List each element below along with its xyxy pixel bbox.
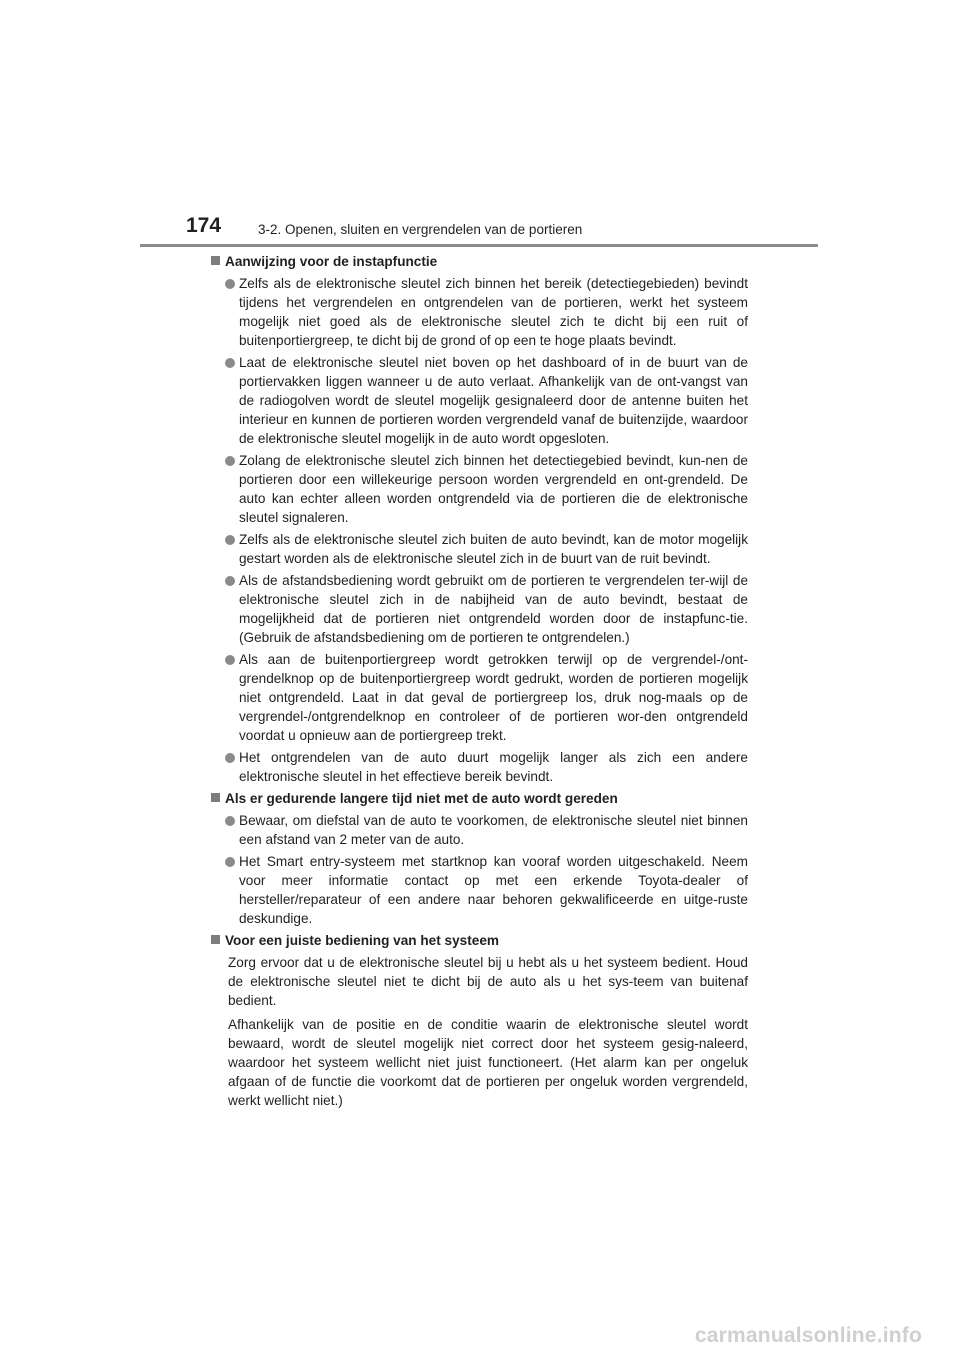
circle-bullet-icon [225, 816, 235, 826]
section-heading: Aanwijzing voor de instapfunctie [210, 252, 748, 271]
square-bullet-icon [211, 935, 220, 944]
paragraph: Afhankelijk van de positie en de conditie waarin de elektronische sleutel wordt bewaard, wordt de sleutel mogelijk niet correct door het systeem gesig-naleerd, waardoor het systeem wellicht niet juist functioneert. (Het alarm kan per ongeluk afgaan of de functie die voorkomt dat de portieren per ongeluk worden vergrendeld, werkt wellicht niet.) [228, 1017, 748, 1108]
circle-bullet-icon [225, 535, 235, 545]
circle-bullet-icon [225, 358, 235, 368]
header-divider [140, 244, 818, 247]
page-number: 174 [186, 214, 222, 237]
bullet-item: Zolang de elektronische sleutel zich binnen het detectiegebied bevindt, kun-nen de portieren door een willekeurige persoon worden vergrendeld en ont-grendeld. De auto kan echter alleen worden ontgrendeld via de portieren die de elektronische sleutel signaleren. [210, 451, 748, 527]
section-heading: Als er gedurende langere tijd niet met de auto wordt gereden [210, 789, 748, 808]
bullet-item: Als aan de buitenportiergreep wordt getrokken terwijl op de vergrendel-/ont-grendelknop op de buitenportiergreep wordt gedrukt, worden de portieren mogelijk niet ontgrendeld. Laat in dat geval de portiergreep los, druk nog-maals op de vergrendel-/ontgrendelknop en controleer of de portieren wor-den ontgrendeld voordat u opnieuw aan de portiergreep trekt. [210, 650, 748, 745]
section-niet-gereden [210, 789, 748, 928]
circle-bullet-icon [225, 456, 235, 466]
chapter-title: 3-2. Openen, sluiten en vergrendelen van de portieren [258, 222, 583, 237]
bullet-item: Zelfs als de elektronische sleutel zich binnen het bereik (detectiegebieden) bevindt tijdens het vergrendelen en ontgrendelen van de portieren, werkt het systeem mogelijk niet goed als de elektronische sleutel zich te dicht bij een ruit of buitenportiergreep, te dicht bij de grond of op een te hoge plaats bevindt. [210, 274, 748, 350]
circle-bullet-icon [225, 857, 235, 867]
bullet-item: Zelfs als de elektronische sleutel zich buiten de auto bevindt, kan de motor mogelijk gestart worden als de elektronische sleutel zich in de buurt van de ruit bevindt. [210, 530, 748, 568]
circle-bullet-icon [225, 753, 235, 763]
page-content [210, 252, 748, 1115]
bullet-item: Laat de elektronische sleutel niet boven op het dashboard of in de buurt van de portiervakken liggen wanneer u de auto verlaat. Afhankelijk van de ont-vangst van de radiogolven wordt de sleutel mogelijk gesignaleerd door de antenne buiten het interieur en kunnen de portieren worden vergrendeld vanaf de buitenzijde, waardoor de elektronische sleutel mogelijk in de auto wordt opgesloten. [210, 353, 748, 448]
circle-bullet-icon [225, 279, 235, 289]
circle-bullet-icon [225, 655, 235, 665]
section-instapfunctie [210, 252, 748, 786]
watermark: carmanualsonline.info [694, 1324, 922, 1347]
bullet-item: Het ontgrendelen van de auto duurt mogelijk langer als zich een andere elektronische sleutel in het effectieve bereik bevindt. [210, 748, 748, 786]
square-bullet-icon [211, 793, 220, 802]
section-heading: Voor een juiste bediening van het systeem [210, 931, 748, 950]
bullet-item: Het Smart entry-systeem met startknop kan vooraf worden uitgeschakeld. Neem voor meer informatie contact op met een erkende Toyota-dealer of hersteller/reparateur of een andere naar behoren gekwalificeerde en uitge-ruste deskundige. [210, 852, 748, 928]
bullet-item: Bewaar, om diefstal van de auto te voorkomen, de elektronische sleutel niet binnen een afstand van 2 meter van de auto. [210, 811, 748, 849]
square-bullet-icon [211, 256, 220, 265]
circle-bullet-icon [225, 576, 235, 586]
paragraph: Zorg ervoor dat u de elektronische sleutel bij u hebt als u het systeem bedient. Houd de elektronische sleutel niet te dicht bij de auto als u het sys-teem van buitenaf bedient. [228, 955, 748, 1008]
section-juiste-bediening [210, 931, 748, 1110]
bullet-item: Als de afstandsbediening wordt gebruikt om de portieren te vergrendelen ter-wijl de elektronische sleutel zich in de nabijheid van de auto bevindt, bestaat de mogelijkheid dat de portieren niet ontgrendeld worden door de instapfunc-tie. (Gebruik de afstandsbediening om de portieren te ontgrendelen.) [210, 571, 748, 647]
